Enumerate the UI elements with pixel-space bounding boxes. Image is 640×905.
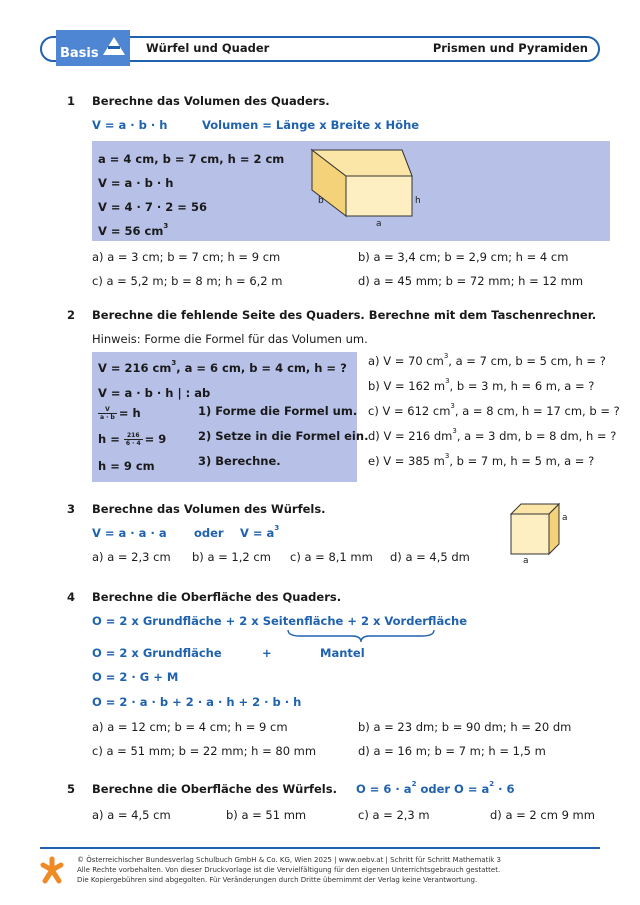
exercise-item: d) a = 4,5 dm xyxy=(390,550,470,564)
chapter-title: Prismen und Pyramiden xyxy=(432,41,588,55)
formula: O = 2 x Grundfläche xyxy=(92,646,222,660)
example-line: V = a · b · h | : ab xyxy=(98,386,211,400)
exercise-item: a) a = 12 cm; b = 4 cm; h = 9 cm xyxy=(92,720,288,734)
example-line: a = 4 cm, b = 7 cm, h = 2 cm xyxy=(98,152,285,166)
task-title: Berechne das Volumen des Würfels. xyxy=(92,502,326,516)
task-title: Berechne die fehlende Seite des Quaders. Berechne mit dem Taschenrechner. xyxy=(92,308,597,322)
example-line: V = a · b · h xyxy=(98,176,174,190)
exercise-item: c) a = 51 mm; b = 22 mm; h = 80 mm xyxy=(92,744,317,758)
cube-figure xyxy=(505,500,565,560)
exercise-item: e) V = 385 $m^3$, b = 7 m, h = 5 m, a = ? xyxy=(368,452,595,468)
exercise-item: c) a = 8,1 mm xyxy=(290,550,373,564)
exercise-item: c) V = 612 $cm^3$, a = 8 cm, h = 17 cm, b = ? xyxy=(368,402,620,418)
example-line: h = 9 cm xyxy=(98,459,155,473)
exercise-item: d) a = 16 m; b = 7 m; h = 1,5 m xyxy=(358,744,546,758)
exercise-item: b) a = 1,2 cm xyxy=(192,550,271,564)
task-number: 1 xyxy=(67,94,76,108)
footer-line: © Österreichischer Bundesverlag Schulbuch GmbH & Co. KG, Wien 2025 | www.oebv.at | Schritt für Schritt Mathematik 3 xyxy=(77,856,502,864)
task-title: Berechne die Oberfläche des Quaders. xyxy=(92,590,342,604)
task-number: 5 xyxy=(67,782,76,796)
formula: $O = 6 \cdot a^2$ oder $O = a^2 \cdot 6$ xyxy=(356,780,515,796)
hint: Hinweis: Forme die Formel für das Volumen um. xyxy=(92,332,368,346)
exercise-item: b) a = 3,4 cm; b = 2,9 cm; h = 4 cm xyxy=(358,250,569,264)
step: 3) Berechne. xyxy=(198,454,281,468)
exercise-item: a) a = 4,5 cm xyxy=(92,808,171,822)
task-title: Berechne das Volumen des Quaders. xyxy=(92,94,330,108)
exercise-item: d) a = 45 mm; b = 72 mm; h = 12 mm xyxy=(358,274,584,288)
basis-badge xyxy=(56,30,130,66)
formula: O = 2 · G + M xyxy=(92,670,179,684)
formula: $V = a^3$ xyxy=(240,524,280,540)
exercise-item: c) a = 2,3 m xyxy=(358,808,430,822)
cuboid-figure xyxy=(300,140,440,230)
exercise-item: d) a = 2 cm 9 mm xyxy=(490,808,595,822)
footer-line: Alle Rechte vorbehalten. Von dieser Druckvorlage ist die Vervielfältigung für den eigenen Unterrichtsgebrauch gestattet. xyxy=(77,866,501,874)
exercise-item: b) a = 23 dm; b = 90 dm; h = 20 dm xyxy=(358,720,572,734)
step: 1) Forme die Formel um. xyxy=(198,404,358,418)
brace-icon xyxy=(286,628,436,644)
exercise-item: d) V = 216 $dm^3$, a = 3 dm, b = 8 dm, h = ? xyxy=(368,427,617,443)
task-title: Berechne die Oberfläche des Würfels. xyxy=(92,782,337,796)
footer-rule xyxy=(40,847,600,849)
formula-words: Volumen = Länge x Breite x Höhe xyxy=(202,118,420,132)
formula-plus: + xyxy=(262,646,272,660)
formula: V = a · a · a xyxy=(92,526,167,540)
example-result: V = 56 $cm^3$ xyxy=(98,222,169,238)
label-a: a xyxy=(376,219,382,229)
formula: V = a · b · h xyxy=(92,118,168,132)
publisher-logo-icon xyxy=(40,856,64,884)
label-a: a xyxy=(562,513,568,523)
task-number: 3 xyxy=(67,502,76,516)
badge-label: Basis xyxy=(60,46,99,61)
exercise-item: a) a = 3 cm; b = 7 cm; h = 9 cm xyxy=(92,250,281,264)
task-number: 2 xyxy=(67,308,76,322)
example-line: $\frac{V}{a \cdot b}$ = h xyxy=(100,406,141,421)
formula-oder: oder xyxy=(194,526,224,540)
formula: O = 2 · a · b + 2 · a · h + 2 · b · h xyxy=(92,695,302,709)
example-line: h = $\frac{216}{6 \cdot 4}$ = 9 xyxy=(98,432,167,447)
exercise-item: c) a = 5,2 m; b = 8 m; h = 6,2 m xyxy=(92,274,283,288)
label-b: b xyxy=(318,196,324,206)
example-line: V = 216 $cm^3$, a = 6 cm, b = 4 cm, h = ? xyxy=(98,359,347,375)
section-title: Würfel und Quader xyxy=(146,41,270,55)
label-a: a xyxy=(523,556,529,566)
step: 2) Setze in die Formel ein. xyxy=(198,429,369,443)
example-line: V = 4 · 7 · 2 = 56 xyxy=(98,200,207,214)
exercise-item: b) a = 51 mm xyxy=(226,808,307,822)
footer-line: Die Kopiergebühren sind abgegolten. Für Veränderungen durch Dritte übernimmt der Verlag keine Verantwortung. xyxy=(77,876,478,884)
exercise-item: b) V = 162 $m^3$, b = 3 m, h = 6 m, a = ? xyxy=(368,377,595,393)
exercise-item: a) V = 70 $cm^3$, a = 7 cm, b = 5 cm, h = ? xyxy=(368,352,606,368)
exercise-item: a) a = 2,3 cm xyxy=(92,550,171,564)
formula-mantel: Mantel xyxy=(320,646,365,660)
triangle-logo-icon xyxy=(102,36,126,56)
formula: O = 2 x Grundfläche + 2 x Seitenfläche + 2 x Vorderfläche xyxy=(92,614,468,628)
label-h: h xyxy=(415,196,421,206)
task-number: 4 xyxy=(67,590,76,604)
